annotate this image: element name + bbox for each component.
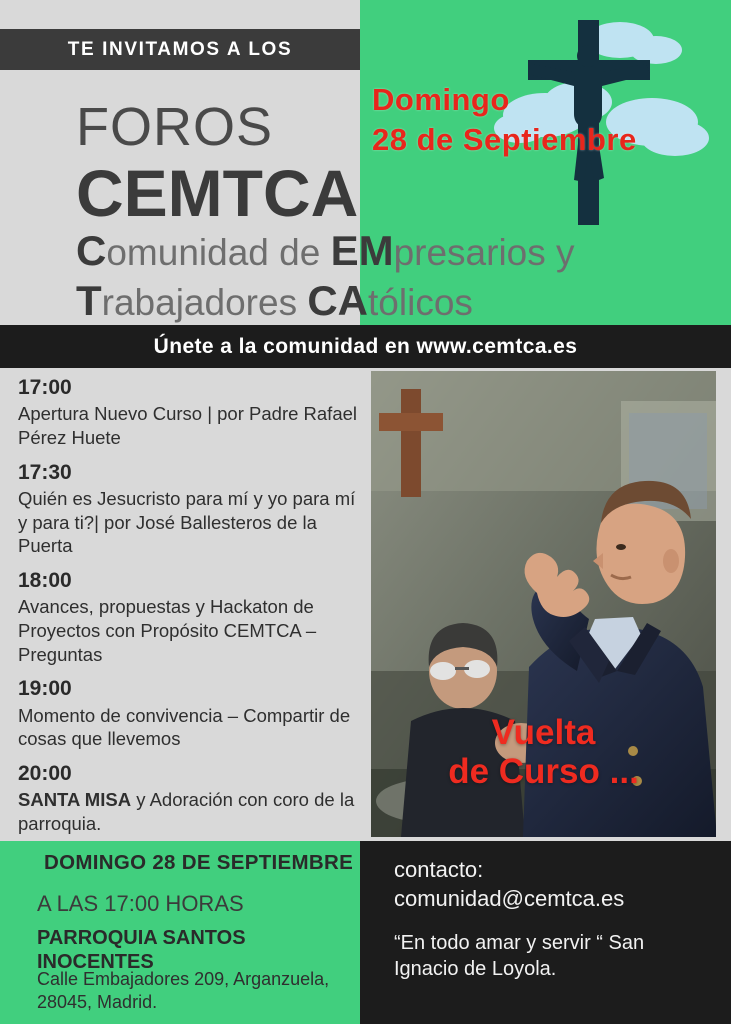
title-foros: FOROS (76, 97, 274, 157)
footer-contact-label: contacto: (394, 857, 484, 882)
expansion-1-suffix: presarios y (393, 232, 575, 273)
header-section (0, 0, 731, 325)
agenda-description (18, 788, 368, 835)
expansion-2-mid: rabajadores (101, 282, 308, 323)
footer-contact (394, 855, 714, 913)
agenda-time: 18:00 (18, 569, 72, 593)
expansion-1-mid: omunidad de (106, 232, 331, 273)
event-date-line-1: Domingo (372, 82, 510, 117)
agenda-description: Momento de convivencia – Compartir de cosas que llevemos (18, 704, 351, 750)
agenda-description: Apertura Nuevo Curso | por Padre Rafael Pérez Huete (18, 403, 358, 449)
photo-caption-line-1: Vuelta (491, 712, 596, 752)
event-date-line-2: 28 de Septiembre (372, 121, 637, 157)
speaker-photo (371, 371, 716, 837)
agenda-description: Quién es Jesucristo para mí y yo para mí y para ti?| por José Ballesteros de la Puerta (18, 488, 356, 557)
invite-banner (0, 29, 360, 70)
agenda-item (18, 374, 368, 450)
agenda-time: 17:00 (18, 376, 72, 399)
invite-banner-text: TE INVITAMOS A LOS (67, 38, 293, 60)
agenda-time: 17:30 (18, 460, 72, 484)
agenda-item (18, 459, 368, 558)
agenda-description-rest: y Adoración con coro de la parroquia. (18, 789, 355, 835)
photo-caption (371, 713, 716, 791)
expansion-2-initial: T (76, 277, 102, 324)
expansion-2-suffix: tólicos (368, 282, 473, 323)
agenda-item (18, 675, 368, 751)
agenda-item (18, 760, 368, 836)
agenda-description: Avances, propuestas y Hackaton de Proyectos con Propósito CEMTCA – Preguntas (18, 596, 317, 665)
expansion-2-bold: CA (307, 277, 369, 324)
agenda-time: 20:00 (18, 762, 72, 786)
website-bar[interactable] (0, 325, 731, 368)
agenda-list (18, 374, 368, 845)
footer-contact-email[interactable]: comunidad@cemtca.es (394, 886, 625, 912)
expansion-1-initial: C (76, 227, 107, 274)
footer-event-time: A LAS 17:00 HORAS (37, 891, 244, 916)
agenda-item (18, 567, 368, 666)
expansion-1-bold: EM (330, 227, 394, 274)
event-date-highlight (372, 80, 712, 159)
footer-event-date: DOMINGO 28 DE SEPTIEMBRE (44, 851, 354, 874)
agenda-time: 19:00 (18, 677, 72, 701)
website-bar-text[interactable]: Únete a la comunidad en www.cemtca.es (153, 334, 578, 358)
photo-caption-line-2: de Curso ... (448, 751, 639, 791)
footer-venue-name: PARROQUIA SANTOS INOCENTES (37, 927, 246, 973)
acronym-expansion-line-2 (76, 277, 473, 325)
title-acronym: CEMTCA (76, 156, 359, 230)
footer-venue-address: Calle Embajadores 209, Arganzuela, 28045, Madrid. (37, 969, 330, 1012)
agenda-description-bold: SANTA MISA (18, 789, 132, 811)
footer-quote: “En todo amar y servir “ San Ignacio de Loyola. (394, 932, 645, 980)
